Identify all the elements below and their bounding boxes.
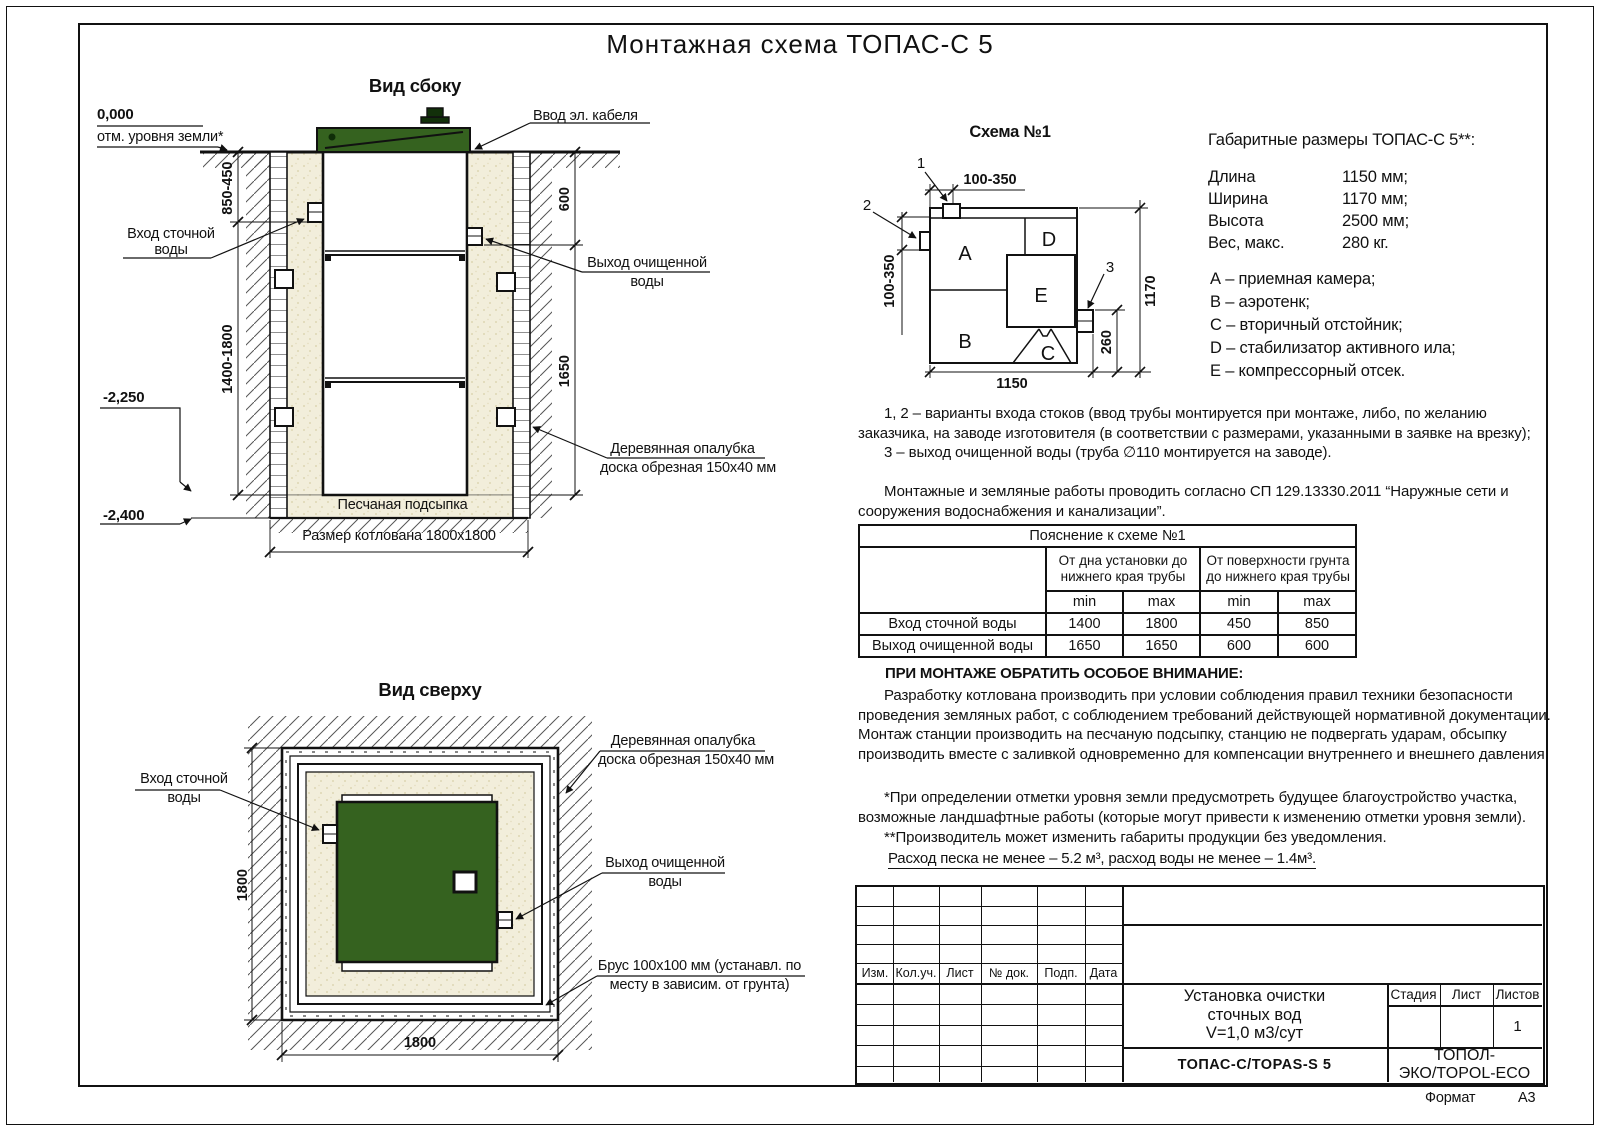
leader-marker-3 [1088, 274, 1104, 308]
row-inlet-v1: 1400 [1046, 613, 1123, 635]
sheet-title: Монтажная схема ТОПАС-С 5 [606, 29, 994, 59]
sheets-value: 1 [1513, 1017, 1522, 1035]
joint-notch-1l [325, 255, 331, 261]
dim-600: 600 [556, 187, 573, 212]
joint-notch-1r [459, 255, 465, 261]
spec-label-length: Длина [1208, 168, 1256, 186]
row-outlet-v1: 1650 [1046, 635, 1123, 657]
row-inlet-v3: 450 [1200, 613, 1278, 635]
schema-dim-top: 100-350 [963, 172, 1017, 188]
leader-arrow [218, 147, 227, 150]
soil-hatch-left [248, 748, 282, 1020]
compartment-b: B [958, 331, 972, 353]
sand-bed-label: Песчаная подсыпка [337, 497, 468, 513]
explanation-table [858, 524, 1357, 658]
row-inlet-name: Вход сточной воды [859, 613, 1046, 635]
soil-hatch-right [558, 748, 592, 1020]
title-block [855, 885, 1545, 1085]
lid-hinge-dot [329, 134, 336, 141]
leader-marker-1 [925, 172, 947, 201]
grid-line [857, 925, 1122, 926]
table-title: Пояснение к схеме №1 [859, 525, 1356, 547]
note-variants: 1, 2 – варианты входа стоков (ввод трубы монтируется при монтаже, либо, по желанию заказчика, на заводе изготовителя (в соответствии с размерами, указанными в заявке на врезку); [858, 405, 1531, 442]
dim-1800-horiz: 1800 [403, 1035, 437, 1051]
footnote-1: *При определении отметки уровня земли предусмотреть будущее благоустройство участка, возможные ландшафтные работы (которые могут привести к изменению отметки уровня земли). [858, 789, 1526, 826]
row-inlet-v4: 850 [1278, 613, 1356, 635]
note-outlet: 3 – выход очищенной воды (труба ∅110 монтируется на заводе). [884, 444, 1332, 461]
inlet-label-side-2: воды [154, 242, 188, 259]
format-value: А3 [1518, 1090, 1536, 1106]
ground-level-label: отм. уровня земли* [97, 129, 224, 145]
grid-line [857, 1025, 1122, 1026]
legend-c: С – вторичный отстойник; [1210, 316, 1403, 334]
tb-header-izm: Изм. [861, 966, 889, 980]
grid-line [1122, 924, 1542, 926]
spec-value-height: 2500 мм; [1342, 212, 1409, 230]
row-inlet-v2: 1800 [1123, 613, 1200, 635]
leader-marker-2 [873, 212, 916, 238]
spec-label-height: Высота [1208, 212, 1264, 230]
leader [100, 408, 180, 482]
max-header-1: max [1123, 591, 1200, 613]
formwork-label-top-2: доска обрезная 150х40 мм [598, 752, 775, 769]
spec-label-weight: Вес, макс. [1208, 234, 1285, 252]
doc-title-line2: сточных вод [1207, 1005, 1302, 1024]
doc-title-line1: Установка очистки [1183, 987, 1326, 1006]
spec-value-length: 1150 мм; [1342, 168, 1408, 186]
formwork-label-side: Деревянная опалубка [610, 441, 755, 457]
doc-title-cell [1122, 983, 1387, 1047]
vent-cap-flange [421, 117, 449, 123]
lid-hatch-square [454, 872, 476, 892]
formwork-label-side-2: доска обрезная 150х40 мм [600, 460, 777, 477]
tb-header-podp: Подп. [1044, 966, 1078, 980]
model-cell: ТОПАС-С/TOPAS-S 5 [1177, 1056, 1332, 1073]
table-group1: От дна установки до нижнего края трубы [1046, 547, 1200, 591]
mark-2250-label: -2,250 [103, 389, 145, 406]
tb-header-koluch: Кол.уч. [895, 966, 937, 980]
consumption-note: Расход песка не менее – 5.2 м³, расход воды не менее – 1.4м³. [888, 850, 1316, 867]
outlet-label-top: Выход очищенной [605, 855, 725, 871]
formwork-right [513, 152, 530, 518]
marker-2: 2 [862, 197, 872, 214]
row-outlet-v2: 1650 [1123, 635, 1200, 657]
inlet-label-top: Вход сточной [140, 771, 228, 787]
leader-arrow [180, 519, 191, 524]
dim-850-450: 850-450 [219, 161, 236, 215]
vent-cap-stem [427, 108, 443, 117]
note-sp: Монтажные и земляные работы проводить согласно СП 129.13330.2011 “Наружные сети и сооружения водоснабжения и канализации”. [858, 483, 1509, 520]
compartment-d: D [1041, 229, 1057, 251]
company-cell: ТОПОЛ-ЭКО/TOPOL-ECO [1398, 1046, 1531, 1082]
zero-mark-label: 0,000 [97, 106, 134, 123]
compartment-a: A [958, 243, 972, 265]
top-view-title: Вид сверху [378, 679, 482, 700]
pit-face-hatch-left [246, 152, 270, 518]
legend-d: D – стабилизатор активного ила; [1210, 339, 1456, 357]
spec-label-width: Ширина [1208, 190, 1268, 208]
schema-dim-bottom: 1150 [996, 376, 1028, 392]
specs-heading: Габаритные размеры ТОПАС-С 5**: [1208, 131, 1475, 149]
doc-title-line3: V=1,0 м3/сут [1205, 1024, 1304, 1043]
grid-line [857, 983, 1122, 985]
spec-value-weight: 280 кг. [1342, 234, 1389, 252]
pit-face-hatch-right [528, 152, 552, 518]
side-view-title: Вид сбоку [368, 75, 462, 96]
max-header-2: max [1278, 591, 1356, 613]
brace-right-1 [497, 273, 515, 291]
mark-2400-label: -2,400 [103, 507, 145, 524]
soil-hatch-top [248, 716, 592, 748]
legend-e: Е – компрессорный отсек. [1210, 362, 1405, 380]
schema-title: Схема №1 [969, 123, 1051, 141]
tb-header-data: Дата [1089, 966, 1118, 980]
tb-header-ndok: № док. [988, 966, 1030, 980]
outlet-label-top-2: воды [648, 874, 682, 891]
format-label: Формат [1425, 1090, 1476, 1106]
brace-left-2 [275, 408, 293, 426]
table-row [859, 635, 1356, 657]
inlet-2-square [920, 232, 930, 250]
inlet-1-square [943, 204, 960, 218]
outlet-label-side: Выход очищенной [587, 255, 707, 271]
inlet-label-top-2: воды [167, 790, 201, 807]
sheets-label: Листов [1495, 986, 1540, 1002]
table-row [859, 613, 1356, 635]
outlet-label-side-2: воды [630, 274, 664, 291]
spec-value-width: 1170 мм; [1342, 190, 1408, 208]
row-outlet-v3: 600 [1200, 635, 1278, 657]
inlet-label-side: Вход сточной [127, 226, 215, 242]
compartment-c: C [1040, 343, 1056, 365]
legend-b: В – аэротенк; [1210, 293, 1310, 311]
compartment-e: E [1034, 285, 1048, 307]
grid-line [857, 1004, 1122, 1005]
schema-dim-outlet: 260 [1098, 330, 1115, 355]
sand-backfill-right [467, 152, 513, 495]
sheet-label: Лист [1451, 986, 1482, 1002]
timber-label-2: месту в зависим. от грунта) [609, 977, 790, 994]
timber-label: Брус 100х100 мм (устанавл. по [597, 958, 802, 974]
formwork-left [270, 152, 287, 518]
tb-header-list: Лист [946, 966, 974, 980]
attention-body: Разработку котлована производить при условии соблюдения правил техники безопасности проведения земляных работ, с соблюдением требований действующей нормативной документации. Монтаж станции производить на песчаную подсыпку, станцию не подвергать ударам, обсыпку производить вместе с заливкой одновременно для компенсации внутреннего и внешнего давления. [858, 687, 1551, 763]
marker-3: 3 [1105, 259, 1115, 276]
row-outlet-name: Выход очищенной воды [859, 635, 1046, 657]
grid-line [857, 1066, 1122, 1067]
schema-dim-right: 1170 [1142, 275, 1159, 307]
tank-body [323, 152, 467, 495]
dim-1650: 1650 [556, 354, 573, 388]
grid-line [857, 1045, 1122, 1046]
min-header-1: min [1046, 591, 1123, 613]
marker-1: 1 [916, 155, 926, 172]
legend-a: А – приемная камера; [1210, 270, 1376, 288]
brace-right-2 [497, 408, 515, 426]
row-outlet-v4: 600 [1278, 635, 1356, 657]
joint-notch-2r [459, 382, 465, 388]
leader-arrow [180, 482, 191, 491]
brace-left-1 [275, 270, 293, 288]
cable-entry-label: Ввод эл. кабеля [533, 108, 638, 124]
pit-size-label: Размер котлована 1800х1800 [302, 528, 496, 544]
grid-line [857, 944, 1122, 945]
dim-1400-1800: 1400-1800 [219, 324, 236, 394]
table-group2: От поверхности грунта до нижнего края трубы [1200, 547, 1356, 591]
table-corner-cell [859, 547, 1046, 613]
attention-heading: ПРИ МОНТАЖЕ ОБРАТИТЬ ОСОБОЕ ВНИМАНИЕ: [885, 665, 1244, 682]
min-header-2: min [1200, 591, 1278, 613]
schema-dim-left: 100-350 [881, 254, 898, 308]
footnote-2: **Производитель может изменить габариты продукции без уведомления. [884, 829, 1387, 846]
dim-1800-vert: 1800 [234, 868, 251, 902]
leader-arrow [475, 123, 530, 149]
joint-notch-2l [325, 382, 331, 388]
stage-label: Стадия [1390, 986, 1437, 1002]
formwork-label-top: Деревянная опалубка [610, 733, 756, 749]
grid-line [857, 906, 1122, 907]
